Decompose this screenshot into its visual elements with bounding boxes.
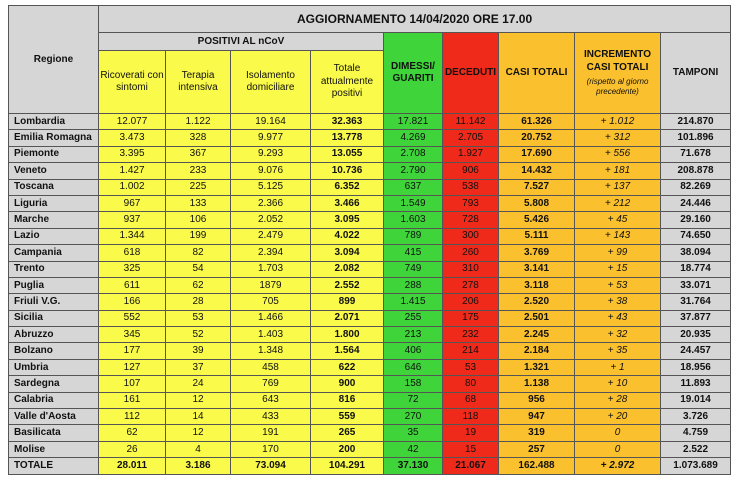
- cell-isolamento: 1.466: [231, 310, 311, 326]
- cell-ricoverati: 3.473: [99, 130, 166, 146]
- cell-ricoverati: 552: [99, 310, 166, 326]
- cell-deceduti: 80: [443, 376, 499, 392]
- cell-totale-positivi: 816: [311, 392, 384, 408]
- cell-casi-totali: 1.138: [499, 376, 575, 392]
- cell-totale-positivi: 32.363: [311, 114, 384, 130]
- header-positivi-group: POSITIVI AL nCoV: [99, 33, 384, 51]
- cell-casi-totali: 5.111: [499, 228, 575, 244]
- cell-tamponi: 24.457: [661, 343, 731, 359]
- cell-dimessi: 2.790: [384, 163, 443, 179]
- cell-regione: Trento: [9, 261, 99, 277]
- cell-tamponi: 214.870: [661, 114, 731, 130]
- cell-isolamento: 1.403: [231, 327, 311, 343]
- cell-casi-totali: 2.501: [499, 310, 575, 326]
- cell-totale-positivi: 265: [311, 425, 384, 441]
- cell-regione: Abruzzo: [9, 327, 99, 343]
- cell-isolamento: 2.052: [231, 212, 311, 228]
- cell-incremento: 0: [575, 441, 661, 457]
- covid-data-table: [8, 5, 731, 475]
- cell-tamponi: 82.269: [661, 179, 731, 195]
- cell-dimessi: 1.549: [384, 195, 443, 211]
- cell-isolamento: 2.366: [231, 195, 311, 211]
- cell-tamponi: 208.878: [661, 163, 731, 179]
- total-ricoverati: 28.011: [99, 458, 166, 475]
- cell-dimessi: 72: [384, 392, 443, 408]
- cell-ricoverati: 161: [99, 392, 166, 408]
- cell-isolamento: 170: [231, 441, 311, 457]
- cell-incremento: + 10: [575, 376, 661, 392]
- cell-regione: Friuli V.G.: [9, 294, 99, 310]
- cell-isolamento: 191: [231, 425, 311, 441]
- cell-incremento: + 28: [575, 392, 661, 408]
- cell-regione: Sardegna: [9, 376, 99, 392]
- table-row: [9, 277, 731, 293]
- cell-regione: Lazio: [9, 228, 99, 244]
- cell-deceduti: 793: [443, 195, 499, 211]
- header-terapia: Terapia intensiva: [166, 51, 231, 114]
- cell-totale-positivi: 13.055: [311, 146, 384, 162]
- table-row: [9, 228, 731, 244]
- cell-deceduti: 19: [443, 425, 499, 441]
- table-row: [9, 130, 731, 146]
- cell-deceduti: 53: [443, 359, 499, 375]
- cell-incremento: + 45: [575, 212, 661, 228]
- cell-regione: Lombardia: [9, 114, 99, 130]
- cell-ricoverati: 12.077: [99, 114, 166, 130]
- cell-incremento: + 1.012: [575, 114, 661, 130]
- cell-regione: Veneto: [9, 163, 99, 179]
- total-isolamento: 73.094: [231, 458, 311, 475]
- cell-ricoverati: 127: [99, 359, 166, 375]
- cell-dimessi: 1.603: [384, 212, 443, 228]
- cell-ricoverati: 166: [99, 294, 166, 310]
- cell-deceduti: 15: [443, 441, 499, 457]
- header-totale-positivi: Totale attualmente positivi: [311, 51, 384, 114]
- cell-dimessi: 17.821: [384, 114, 443, 130]
- cell-dimessi: 213: [384, 327, 443, 343]
- cell-terapia: 62: [166, 277, 231, 293]
- header-ricoverati: Ricoverati con sintomi: [99, 51, 166, 114]
- header-dimessi: DIMESSI/ GUARITI: [384, 33, 443, 114]
- cell-ricoverati: 1.427: [99, 163, 166, 179]
- cell-terapia: 4: [166, 441, 231, 457]
- cell-terapia: 54: [166, 261, 231, 277]
- cell-dimessi: 255: [384, 310, 443, 326]
- total-dimessi: 37.130: [384, 458, 443, 475]
- cell-dimessi: 789: [384, 228, 443, 244]
- cell-isolamento: 1879: [231, 277, 311, 293]
- cell-incremento: + 181: [575, 163, 661, 179]
- cell-incremento: + 32: [575, 327, 661, 343]
- cell-tamponi: 2.522: [661, 441, 731, 457]
- cell-deceduti: 175: [443, 310, 499, 326]
- cell-casi-totali: 17.690: [499, 146, 575, 162]
- total-terapia: 3.186: [166, 458, 231, 475]
- cell-deceduti: 538: [443, 179, 499, 195]
- cell-dimessi: 415: [384, 245, 443, 261]
- cell-terapia: 12: [166, 425, 231, 441]
- cell-deceduti: 11.142: [443, 114, 499, 130]
- cell-totale-positivi: 2.071: [311, 310, 384, 326]
- cell-totale-positivi: 3.094: [311, 245, 384, 261]
- table-row: [9, 294, 731, 310]
- cell-ricoverati: 325: [99, 261, 166, 277]
- total-tamponi: 1.073.689: [661, 458, 731, 475]
- cell-incremento: + 137: [575, 179, 661, 195]
- cell-totale-positivi: 1.564: [311, 343, 384, 359]
- cell-ricoverati: 3.395: [99, 146, 166, 162]
- table-row: [9, 441, 731, 457]
- cell-casi-totali: 947: [499, 409, 575, 425]
- cell-regione: Umbria: [9, 359, 99, 375]
- cell-regione: Puglia: [9, 277, 99, 293]
- table-row: [9, 146, 731, 162]
- table-row: [9, 212, 731, 228]
- cell-deceduti: 118: [443, 409, 499, 425]
- cell-casi-totali: 14.432: [499, 163, 575, 179]
- cell-dimessi: 158: [384, 376, 443, 392]
- cell-totale-positivi: 899: [311, 294, 384, 310]
- cell-totale-positivi: 1.800: [311, 327, 384, 343]
- cell-terapia: 28: [166, 294, 231, 310]
- cell-deceduti: 2.705: [443, 130, 499, 146]
- cell-regione: Basilicata: [9, 425, 99, 441]
- cell-totale-positivi: 6.352: [311, 179, 384, 195]
- cell-tamponi: 38.094: [661, 245, 731, 261]
- cell-dimessi: 646: [384, 359, 443, 375]
- cell-isolamento: 1.348: [231, 343, 311, 359]
- table-row: [9, 359, 731, 375]
- cell-ricoverati: 345: [99, 327, 166, 343]
- cell-terapia: 328: [166, 130, 231, 146]
- total-label: TOTALE: [9, 458, 99, 475]
- cell-casi-totali: 5.426: [499, 212, 575, 228]
- cell-dimessi: 4.269: [384, 130, 443, 146]
- cell-tamponi: 31.764: [661, 294, 731, 310]
- cell-totale-positivi: 622: [311, 359, 384, 375]
- table-row: [9, 245, 731, 261]
- cell-casi-totali: 3.769: [499, 245, 575, 261]
- cell-regione: Piemonte: [9, 146, 99, 162]
- table-row: [9, 261, 731, 277]
- cell-terapia: 225: [166, 179, 231, 195]
- cell-tamponi: 19.014: [661, 392, 731, 408]
- table-row: [9, 392, 731, 408]
- header-casi-totali: CASI TOTALI: [499, 33, 575, 114]
- cell-incremento: + 212: [575, 195, 661, 211]
- cell-totale-positivi: 3.095: [311, 212, 384, 228]
- header-incremento-note: (rispetto al giorno precedente): [586, 77, 649, 96]
- cell-totale-positivi: 2.552: [311, 277, 384, 293]
- cell-casi-totali: 2.520: [499, 294, 575, 310]
- cell-dimessi: 35: [384, 425, 443, 441]
- cell-tamponi: 101.896: [661, 130, 731, 146]
- table-row: [9, 179, 731, 195]
- cell-tamponi: 33.071: [661, 277, 731, 293]
- cell-incremento: + 35: [575, 343, 661, 359]
- cell-regione: Marche: [9, 212, 99, 228]
- cell-incremento: + 556: [575, 146, 661, 162]
- cell-tamponi: 18.774: [661, 261, 731, 277]
- cell-tamponi: 37.877: [661, 310, 731, 326]
- cell-tamponi: 18.956: [661, 359, 731, 375]
- table-body: [9, 114, 731, 458]
- cell-casi-totali: 5.808: [499, 195, 575, 211]
- cell-totale-positivi: 10.736: [311, 163, 384, 179]
- cell-dimessi: 42: [384, 441, 443, 457]
- cell-casi-totali: 2.245: [499, 327, 575, 343]
- cell-incremento: + 15: [575, 261, 661, 277]
- cell-casi-totali: 1.321: [499, 359, 575, 375]
- table-row: [9, 343, 731, 359]
- cell-ricoverati: 937: [99, 212, 166, 228]
- cell-incremento: + 20: [575, 409, 661, 425]
- cell-ricoverati: 1.002: [99, 179, 166, 195]
- cell-deceduti: 260: [443, 245, 499, 261]
- cell-totale-positivi: 13.778: [311, 130, 384, 146]
- table-row: [9, 195, 731, 211]
- cell-regione: Emilia Romagna: [9, 130, 99, 146]
- cell-ricoverati: 177: [99, 343, 166, 359]
- cell-totale-positivi: 900: [311, 376, 384, 392]
- cell-totale-positivi: 559: [311, 409, 384, 425]
- cell-dimessi: 749: [384, 261, 443, 277]
- table-row: [9, 310, 731, 326]
- cell-incremento: + 38: [575, 294, 661, 310]
- cell-ricoverati: 618: [99, 245, 166, 261]
- cell-terapia: 12: [166, 392, 231, 408]
- cell-terapia: 37: [166, 359, 231, 375]
- cell-isolamento: 9.076: [231, 163, 311, 179]
- cell-isolamento: 458: [231, 359, 311, 375]
- cell-casi-totali: 3.118: [499, 277, 575, 293]
- cell-isolamento: 9.293: [231, 146, 311, 162]
- cell-tamponi: 4.759: [661, 425, 731, 441]
- cell-dimessi: 270: [384, 409, 443, 425]
- cell-isolamento: 705: [231, 294, 311, 310]
- cell-totale-positivi: 4.022: [311, 228, 384, 244]
- cell-tamponi: 11.893: [661, 376, 731, 392]
- header-incremento-label: INCREMENTO CASI TOTALI: [583, 49, 652, 73]
- cell-terapia: 133: [166, 195, 231, 211]
- cell-terapia: 53: [166, 310, 231, 326]
- cell-incremento: + 143: [575, 228, 661, 244]
- cell-incremento: + 53: [575, 277, 661, 293]
- header-incremento: [575, 33, 661, 114]
- cell-dimessi: 406: [384, 343, 443, 359]
- cell-deceduti: 206: [443, 294, 499, 310]
- cell-deceduti: 300: [443, 228, 499, 244]
- cell-isolamento: 769: [231, 376, 311, 392]
- cell-ricoverati: 611: [99, 277, 166, 293]
- cell-casi-totali: 61.326: [499, 114, 575, 130]
- cell-ricoverati: 967: [99, 195, 166, 211]
- cell-casi-totali: 2.184: [499, 343, 575, 359]
- cell-terapia: 39: [166, 343, 231, 359]
- cell-terapia: 199: [166, 228, 231, 244]
- cell-isolamento: 2.479: [231, 228, 311, 244]
- cell-isolamento: 5.125: [231, 179, 311, 195]
- cell-regione: Sicilia: [9, 310, 99, 326]
- cell-isolamento: 643: [231, 392, 311, 408]
- cell-isolamento: 19.164: [231, 114, 311, 130]
- header-deceduti: DECEDUTI: [443, 33, 499, 114]
- cell-dimessi: 288: [384, 277, 443, 293]
- cell-dimessi: 2.708: [384, 146, 443, 162]
- cell-regione: Calabria: [9, 392, 99, 408]
- table-row: [9, 163, 731, 179]
- header-regione: Regione: [9, 6, 99, 114]
- cell-regione: Bolzano: [9, 343, 99, 359]
- cell-isolamento: 2.394: [231, 245, 311, 261]
- cell-terapia: 24: [166, 376, 231, 392]
- cell-incremento: 0: [575, 425, 661, 441]
- cell-casi-totali: 7.527: [499, 179, 575, 195]
- cell-deceduti: 906: [443, 163, 499, 179]
- cell-tamponi: 29.160: [661, 212, 731, 228]
- cell-casi-totali: 20.752: [499, 130, 575, 146]
- cell-deceduti: 728: [443, 212, 499, 228]
- cell-regione: Campania: [9, 245, 99, 261]
- table-row: [9, 114, 731, 130]
- cell-deceduti: 214: [443, 343, 499, 359]
- cell-tamponi: 71.678: [661, 146, 731, 162]
- total-positivi: 104.291: [311, 458, 384, 475]
- cell-deceduti: 232: [443, 327, 499, 343]
- cell-terapia: 367: [166, 146, 231, 162]
- cell-regione: Valle d'Aosta: [9, 409, 99, 425]
- cell-isolamento: 1.703: [231, 261, 311, 277]
- cell-ricoverati: 1.344: [99, 228, 166, 244]
- cell-tamponi: 3.726: [661, 409, 731, 425]
- cell-tamponi: 74.650: [661, 228, 731, 244]
- cell-terapia: 82: [166, 245, 231, 261]
- cell-casi-totali: 319: [499, 425, 575, 441]
- cell-isolamento: 433: [231, 409, 311, 425]
- cell-deceduti: 310: [443, 261, 499, 277]
- cell-incremento: + 99: [575, 245, 661, 261]
- cell-tamponi: 24.446: [661, 195, 731, 211]
- cell-totale-positivi: 2.082: [311, 261, 384, 277]
- header-tamponi: TAMPONI: [661, 33, 731, 114]
- cell-totale-positivi: 200: [311, 441, 384, 457]
- cell-casi-totali: 3.141: [499, 261, 575, 277]
- total-deceduti: 21.067: [443, 458, 499, 475]
- total-incremento: + 2.972: [575, 458, 661, 475]
- cell-casi-totali: 257: [499, 441, 575, 457]
- cell-incremento: + 1: [575, 359, 661, 375]
- cell-ricoverati: 107: [99, 376, 166, 392]
- cell-isolamento: 9.977: [231, 130, 311, 146]
- cell-dimessi: 637: [384, 179, 443, 195]
- cell-ricoverati: 26: [99, 441, 166, 457]
- cell-incremento: + 312: [575, 130, 661, 146]
- cell-regione: Toscana: [9, 179, 99, 195]
- table-row: [9, 327, 731, 343]
- table-row: [9, 409, 731, 425]
- cell-terapia: 14: [166, 409, 231, 425]
- cell-terapia: 106: [166, 212, 231, 228]
- table-row: [9, 376, 731, 392]
- header-isolamento: Isolamento domiciliare: [231, 51, 311, 114]
- cell-deceduti: 68: [443, 392, 499, 408]
- table-row: [9, 425, 731, 441]
- cell-terapia: 233: [166, 163, 231, 179]
- total-casi: 162.488: [499, 458, 575, 475]
- cell-ricoverati: 112: [99, 409, 166, 425]
- cell-ricoverati: 62: [99, 425, 166, 441]
- cell-terapia: 52: [166, 327, 231, 343]
- cell-deceduti: 1.927: [443, 146, 499, 162]
- cell-incremento: + 43: [575, 310, 661, 326]
- page-title: AGGIORNAMENTO 14/04/2020 ORE 17.00: [99, 6, 731, 33]
- cell-deceduti: 278: [443, 277, 499, 293]
- cell-dimessi: 1.415: [384, 294, 443, 310]
- cell-terapia: 1.122: [166, 114, 231, 130]
- cell-casi-totali: 956: [499, 392, 575, 408]
- cell-tamponi: 20.935: [661, 327, 731, 343]
- totals-row: [9, 458, 731, 475]
- cell-regione: Molise: [9, 441, 99, 457]
- cell-totale-positivi: 3.466: [311, 195, 384, 211]
- cell-regione: Liguria: [9, 195, 99, 211]
